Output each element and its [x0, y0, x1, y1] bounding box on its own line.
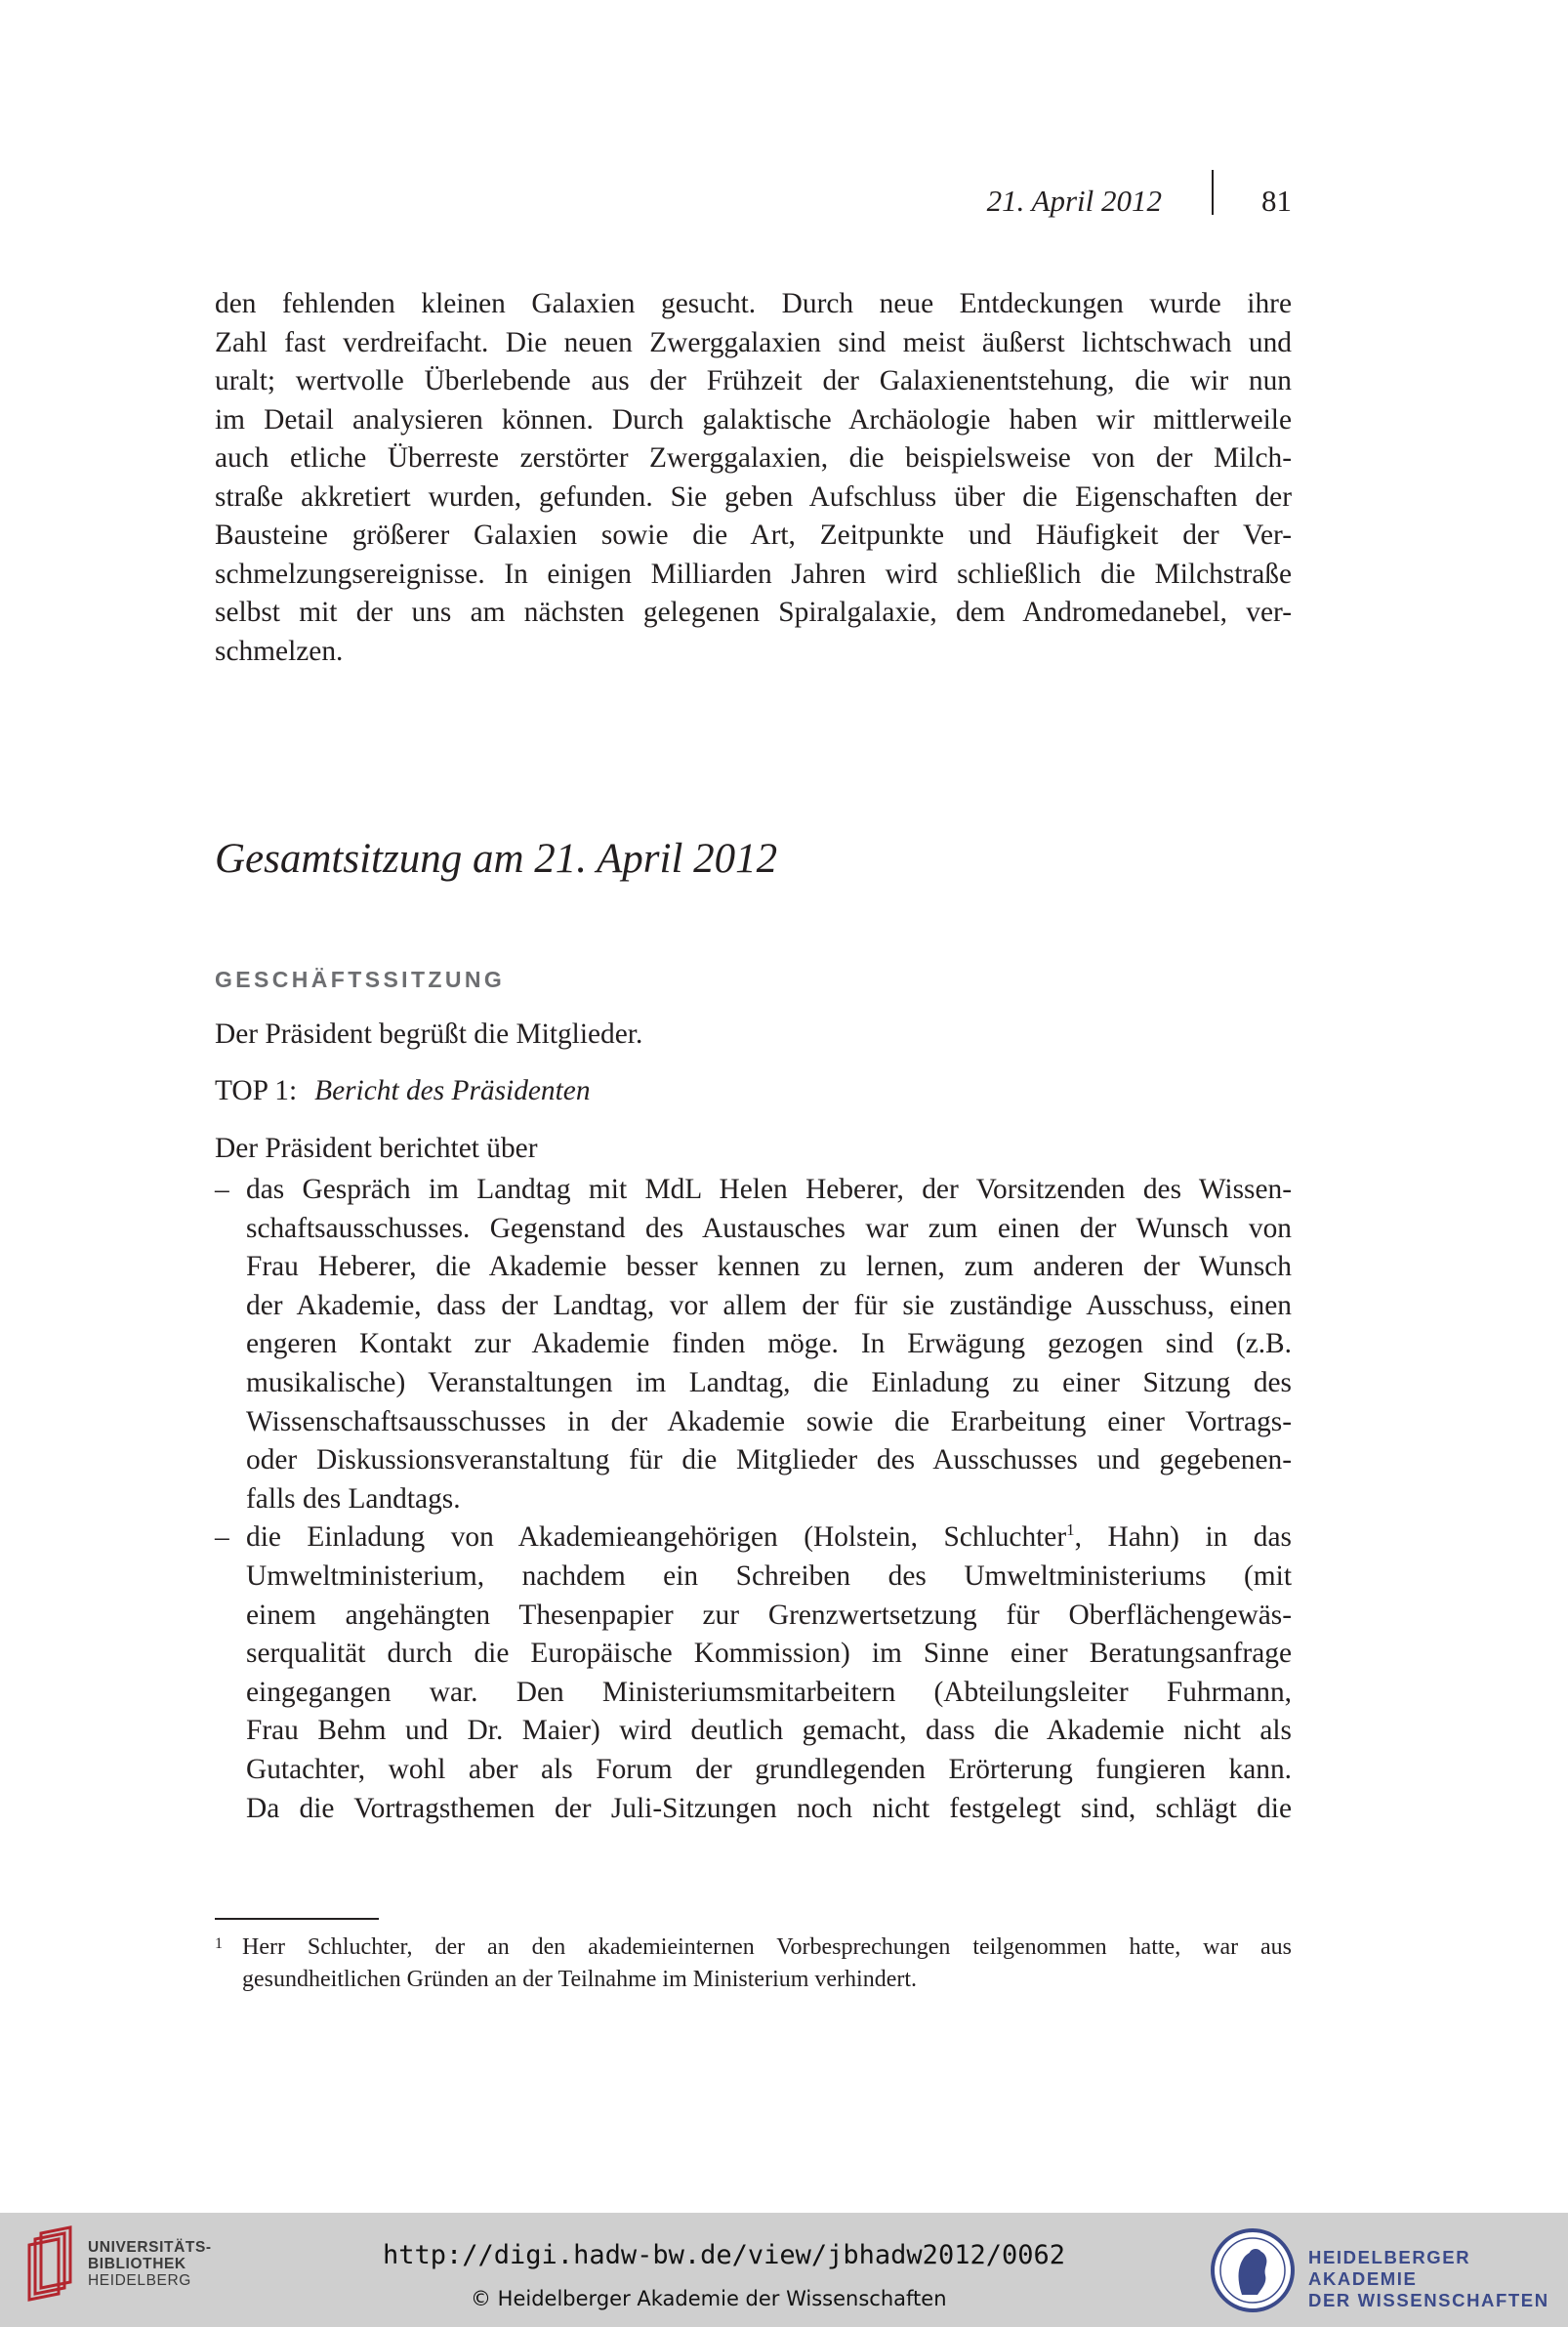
- text-line: das Gespräch im Landtag mit MdL Helen Heberer, der Vorsitzenden des Wissen-: [246, 1174, 1292, 1205]
- text-line: straße akkretiert wurden, gefunden. Sie geben Aufschluss über die Eigenschaften der: [215, 480, 1292, 513]
- list-item: [215, 1171, 1292, 1518]
- copyright-notice: © Heidelberger Akademie der Wissenschaften: [471, 2287, 947, 2310]
- text-line: Frau Heberer, die Akademie besser kennen zu lernen, zum anderen der Wunsch: [246, 1251, 1292, 1283]
- text-line: die Einladung von Akademieangehörigen (Holstein, Schluchter$^1$, Hahn) in das: [246, 1520, 1292, 1554]
- agenda-item: [215, 1075, 591, 1107]
- page-number: 81: [1261, 184, 1292, 218]
- text-line: Zahl fast verdreifacht. Die neuen Zwerggalaxien sind meist äußerst lichtschwach und: [215, 326, 1292, 358]
- list-item: [215, 1518, 1292, 1828]
- footnote-line: gesundheitlichen Gründen an der Teilnahme im Ministerium verhindert.: [242, 1967, 918, 1992]
- running-header: [215, 184, 1292, 232]
- text-line: der Akademie, dass der Landtag, vor allem der für sie zuständige Ausschuss, einen: [246, 1289, 1292, 1321]
- text-line: falls des Landtags.: [246, 1482, 461, 1515]
- text-line: Frau Behm und Dr. Maier) wird deutlich gemacht, dass die Akademie nicht als: [246, 1715, 1292, 1747]
- text-line: einem angehängten Thesenpapier zur Grenzwertsetzung für Oberflächengewäs-: [246, 1599, 1292, 1631]
- reports-intro: Der Präsident berichtet über: [215, 1133, 538, 1164]
- text-line: Da die Vortragsthemen der Juli-Sitzungen noch nicht festgelegt sind, schlägt die: [246, 1792, 1292, 1824]
- library-line: BIBLIOTHEK: [88, 2256, 186, 2272]
- text-line: auch etliche Überreste zerstörter Zwerggalaxien, die beispielsweise von der Milch-: [215, 442, 1292, 474]
- text-line: den fehlenden kleinen Galaxien gesucht. Durch neue Entdeckungen wurde ihre: [215, 288, 1292, 319]
- library-line: HEIDELBERG: [88, 2272, 191, 2289]
- university-library-name: [88, 2239, 212, 2289]
- text-line: Gutachter, wohl aber als Forum der grundlegenden Erörterung fungieren kann.: [246, 1753, 1292, 1785]
- footnote-line: Herr Schluchter, der an den akademieinternen Vorbesprechungen teilgenommen hatte, war aus: [242, 1934, 1292, 1960]
- greeting-text: Der Präsident begrüßt die Mitglieder.: [215, 1018, 643, 1050]
- header-date: 21. April 2012: [986, 184, 1162, 218]
- intro-paragraph: [215, 285, 1292, 671]
- text-line: selbst mit der uns am nächsten gelegenen Spiralgalaxie, dem Andromedanebel, ver-: [215, 597, 1292, 628]
- agenda-label: TOP 1:: [215, 1075, 298, 1106]
- text-line: uralt; wertvolle Überlebende aus der Frühzeit der Galaxienentstehung, die wir nun: [215, 365, 1292, 396]
- sub-heading: GESCHÄFTSSITZUNG: [215, 967, 506, 992]
- text-line: im Detail analysieren können. Durch galaktische Archäologie haben wir mittlerweile: [215, 403, 1292, 436]
- text-line: schaftsausschusses. Gegenstand des Austausches war zum einen der Wunsch von: [246, 1212, 1292, 1244]
- permalink-url[interactable]: http://digi.hadw-bw.de/view/jbhadw2012/0062: [383, 2240, 1065, 2270]
- footnote: [215, 1932, 1292, 1996]
- list-dash: –: [215, 1174, 229, 1205]
- text-line: engeren Kontakt zur Akademie finden möge. In Erwägung gezogen sind (z.B.: [246, 1328, 1292, 1360]
- text-line: schmelzungsereignisse. In einigen Milliarden Jahren wird schließlich die Milchstraße: [215, 558, 1292, 590]
- academy-name: [1308, 2247, 1568, 2311]
- agenda-title: Bericht des Präsidenten: [314, 1075, 591, 1106]
- university-library-logo-icon[interactable]: [27, 2223, 84, 2302]
- text-line: eingegangen war. Den Ministeriumsmitarbeitern (Abteilungsleiter Fuhrmann,: [246, 1676, 1292, 1708]
- list-dash: –: [215, 1521, 229, 1554]
- academy-line: HEIDELBERGER AKADEMIE: [1308, 2247, 1471, 2289]
- text-line: Bausteine größerer Galaxien sowie die Art, Zeitpunkte und Häufigkeit der Ver-: [215, 519, 1292, 551]
- text-line: schmelzen.: [215, 635, 344, 667]
- text-line: serqualität durch die Europäische Kommission) im Sinne einer Beratungsanfrage: [246, 1638, 1292, 1670]
- footnote-marker[interactable]: 1: [1066, 1520, 1075, 1540]
- library-line: UNIVERSITÄTS-: [88, 2239, 212, 2256]
- text-line: Umweltministerium, nachdem ein Schreiben des Umweltministeriums (mit: [246, 1559, 1292, 1592]
- text-line: musikalische) Veranstaltungen im Landtag, die Einladung zu einer Sitzung des: [246, 1366, 1292, 1398]
- header-divider: [1212, 170, 1214, 215]
- text-line: Wissenschaftsausschusses in der Akademie sowie die Erarbeitung einer Vortrags-: [246, 1405, 1292, 1437]
- academy-seal-icon[interactable]: [1209, 2226, 1297, 2314]
- section-title: Gesamtsitzung am 21. April 2012: [215, 836, 778, 882]
- footnote-number: 1: [215, 1935, 223, 1952]
- footnote-rule: [215, 1918, 379, 1920]
- academy-line: DER WISSENSCHAFTEN: [1308, 2290, 1549, 2310]
- report-list: [215, 1171, 1292, 1828]
- text-line: oder Diskussionsveranstaltung für die Mitglieder des Ausschusses und gegebenen-: [246, 1444, 1292, 1476]
